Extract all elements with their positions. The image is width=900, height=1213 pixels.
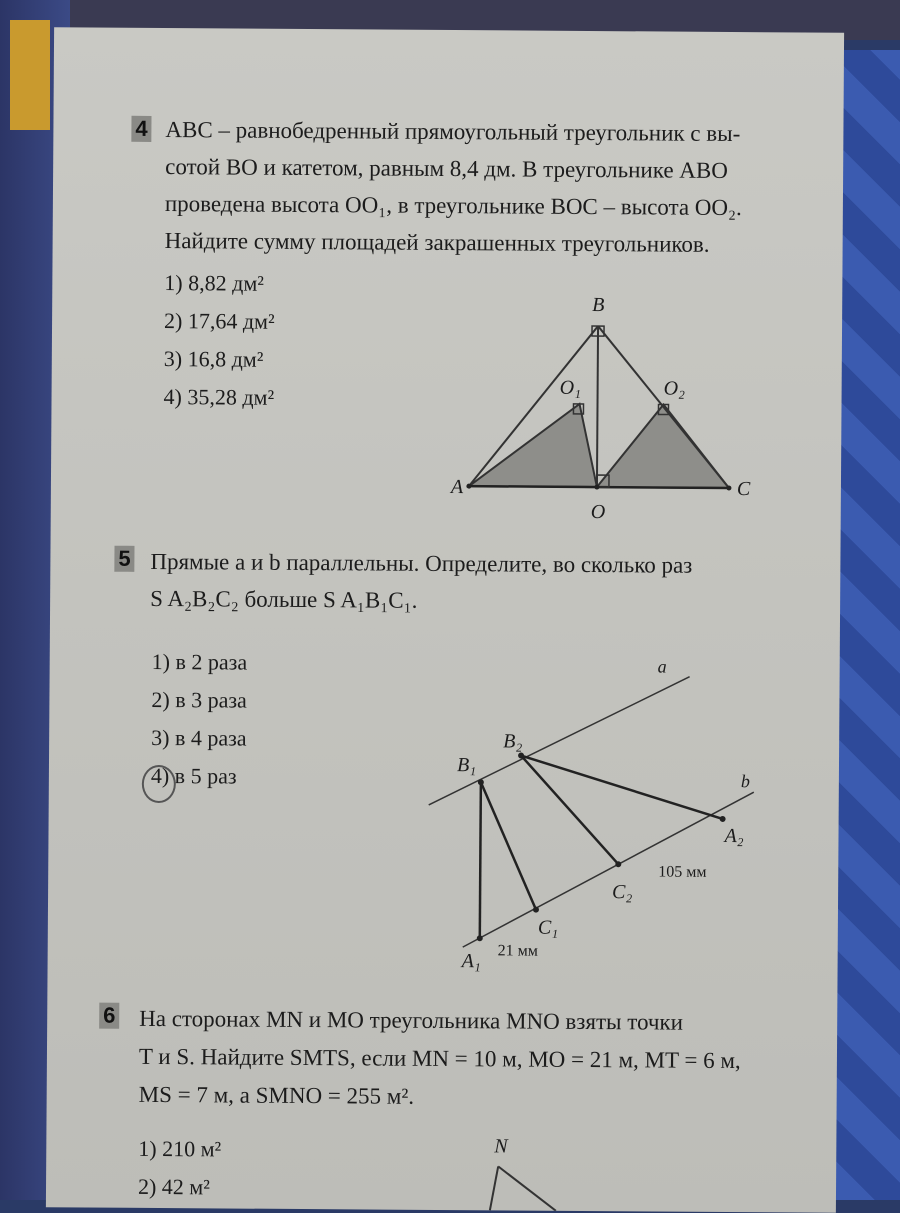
label-C2: C₂ [612,881,633,904]
height-BO [597,326,598,487]
problem-6-number: 6 [99,1003,119,1029]
problem-5-number: 5 [114,546,134,572]
label-B: B [592,294,605,317]
segment-B1C1 [480,782,537,909]
problem-5-line: Прямые a и b параллельны. Определите, во сколько раз [150,548,693,578]
length-label-105mm: 105 мм [658,863,707,881]
problem-5-text [150,543,801,622]
answer-option[interactable]: 1) 210 м² [138,1135,222,1162]
label-C1: C₁ [537,916,559,939]
shaded-triangle-right [597,404,730,488]
problem-6-text [139,1000,820,1119]
label-a: a [657,656,667,677]
problem-6-line: T и S. Найдите SMTS, если MN = 10 м, MO = 21 м, MT = 6 м, [138,1043,741,1074]
answer-option[interactable]: 2) 17,64 дм² [163,308,275,334]
answer-option[interactable]: 4) 35,28 дм² [163,384,275,410]
problem-4-line: проведена высота OO₁, в треугольнике BOC – высота OO₂. [164,191,742,221]
answer-option[interactable]: 3) в 4 раза [151,724,247,751]
label-b: b [740,771,750,792]
problem-4-line: Найдите сумму площадей закрашенных треугольников. [164,228,710,257]
label-N: N [494,1135,508,1158]
problem-4-number: 4 [131,116,151,142]
worksheet-page [46,27,844,1212]
line-a [429,675,690,807]
shaded-triangle-left [469,403,598,487]
answer-option[interactable]: 2) в 3 раза [151,686,247,713]
problem-4-figure [441,285,763,527]
answer-option[interactable]: 1) в 2 раза [151,648,248,675]
problem-4-text [165,111,806,263]
problem-4-answers [163,264,275,417]
problem-6-answers [138,1130,221,1207]
problem-6-figure [476,1130,597,1211]
label-B2: B₂ [503,730,523,753]
label-O1: O₁ [559,376,582,399]
length-label-21mm: 21 мм [497,942,538,960]
side-N [498,1166,556,1210]
problem-5-figure [417,635,780,998]
book-spine-strip [10,20,50,130]
label-A1: A₁ [461,950,481,973]
answer-option[interactable]: 2) 42 м² [137,1173,210,1200]
problem-5-line: S A₂B₂C₂ больше S A₁B₁C₁. [150,585,418,613]
label-A2: A₂ [724,824,744,848]
segment-B1A1 [480,782,481,938]
answer-option[interactable]: 1) 8,82 дм² [164,270,264,296]
answer-option[interactable]: 3) 16,8 дм² [163,346,264,372]
label-O: O [590,501,606,524]
label-A: A [450,476,464,499]
problem-6-line: MS = 7 м, а SMNO = 255 м². [138,1081,415,1109]
problem-4-line: сотой BO и катетом, равным 8,4 дм. В треугольнике ABO [165,154,728,183]
label-O2: O₂ [663,377,686,400]
handwritten-answer-circle [142,765,176,803]
problem-6-line: На сторонах MN и MO треугольника MNO взяты точки [139,1005,684,1035]
answer-option[interactable]: 4) в 5 раз [150,762,237,789]
problem-4-line: ABC – равнобедренный прямоугольный треугольник с вы- [165,117,741,147]
label-B1: B₁ [456,754,477,777]
label-C: C [736,478,751,501]
side-N2 [490,1166,498,1210]
